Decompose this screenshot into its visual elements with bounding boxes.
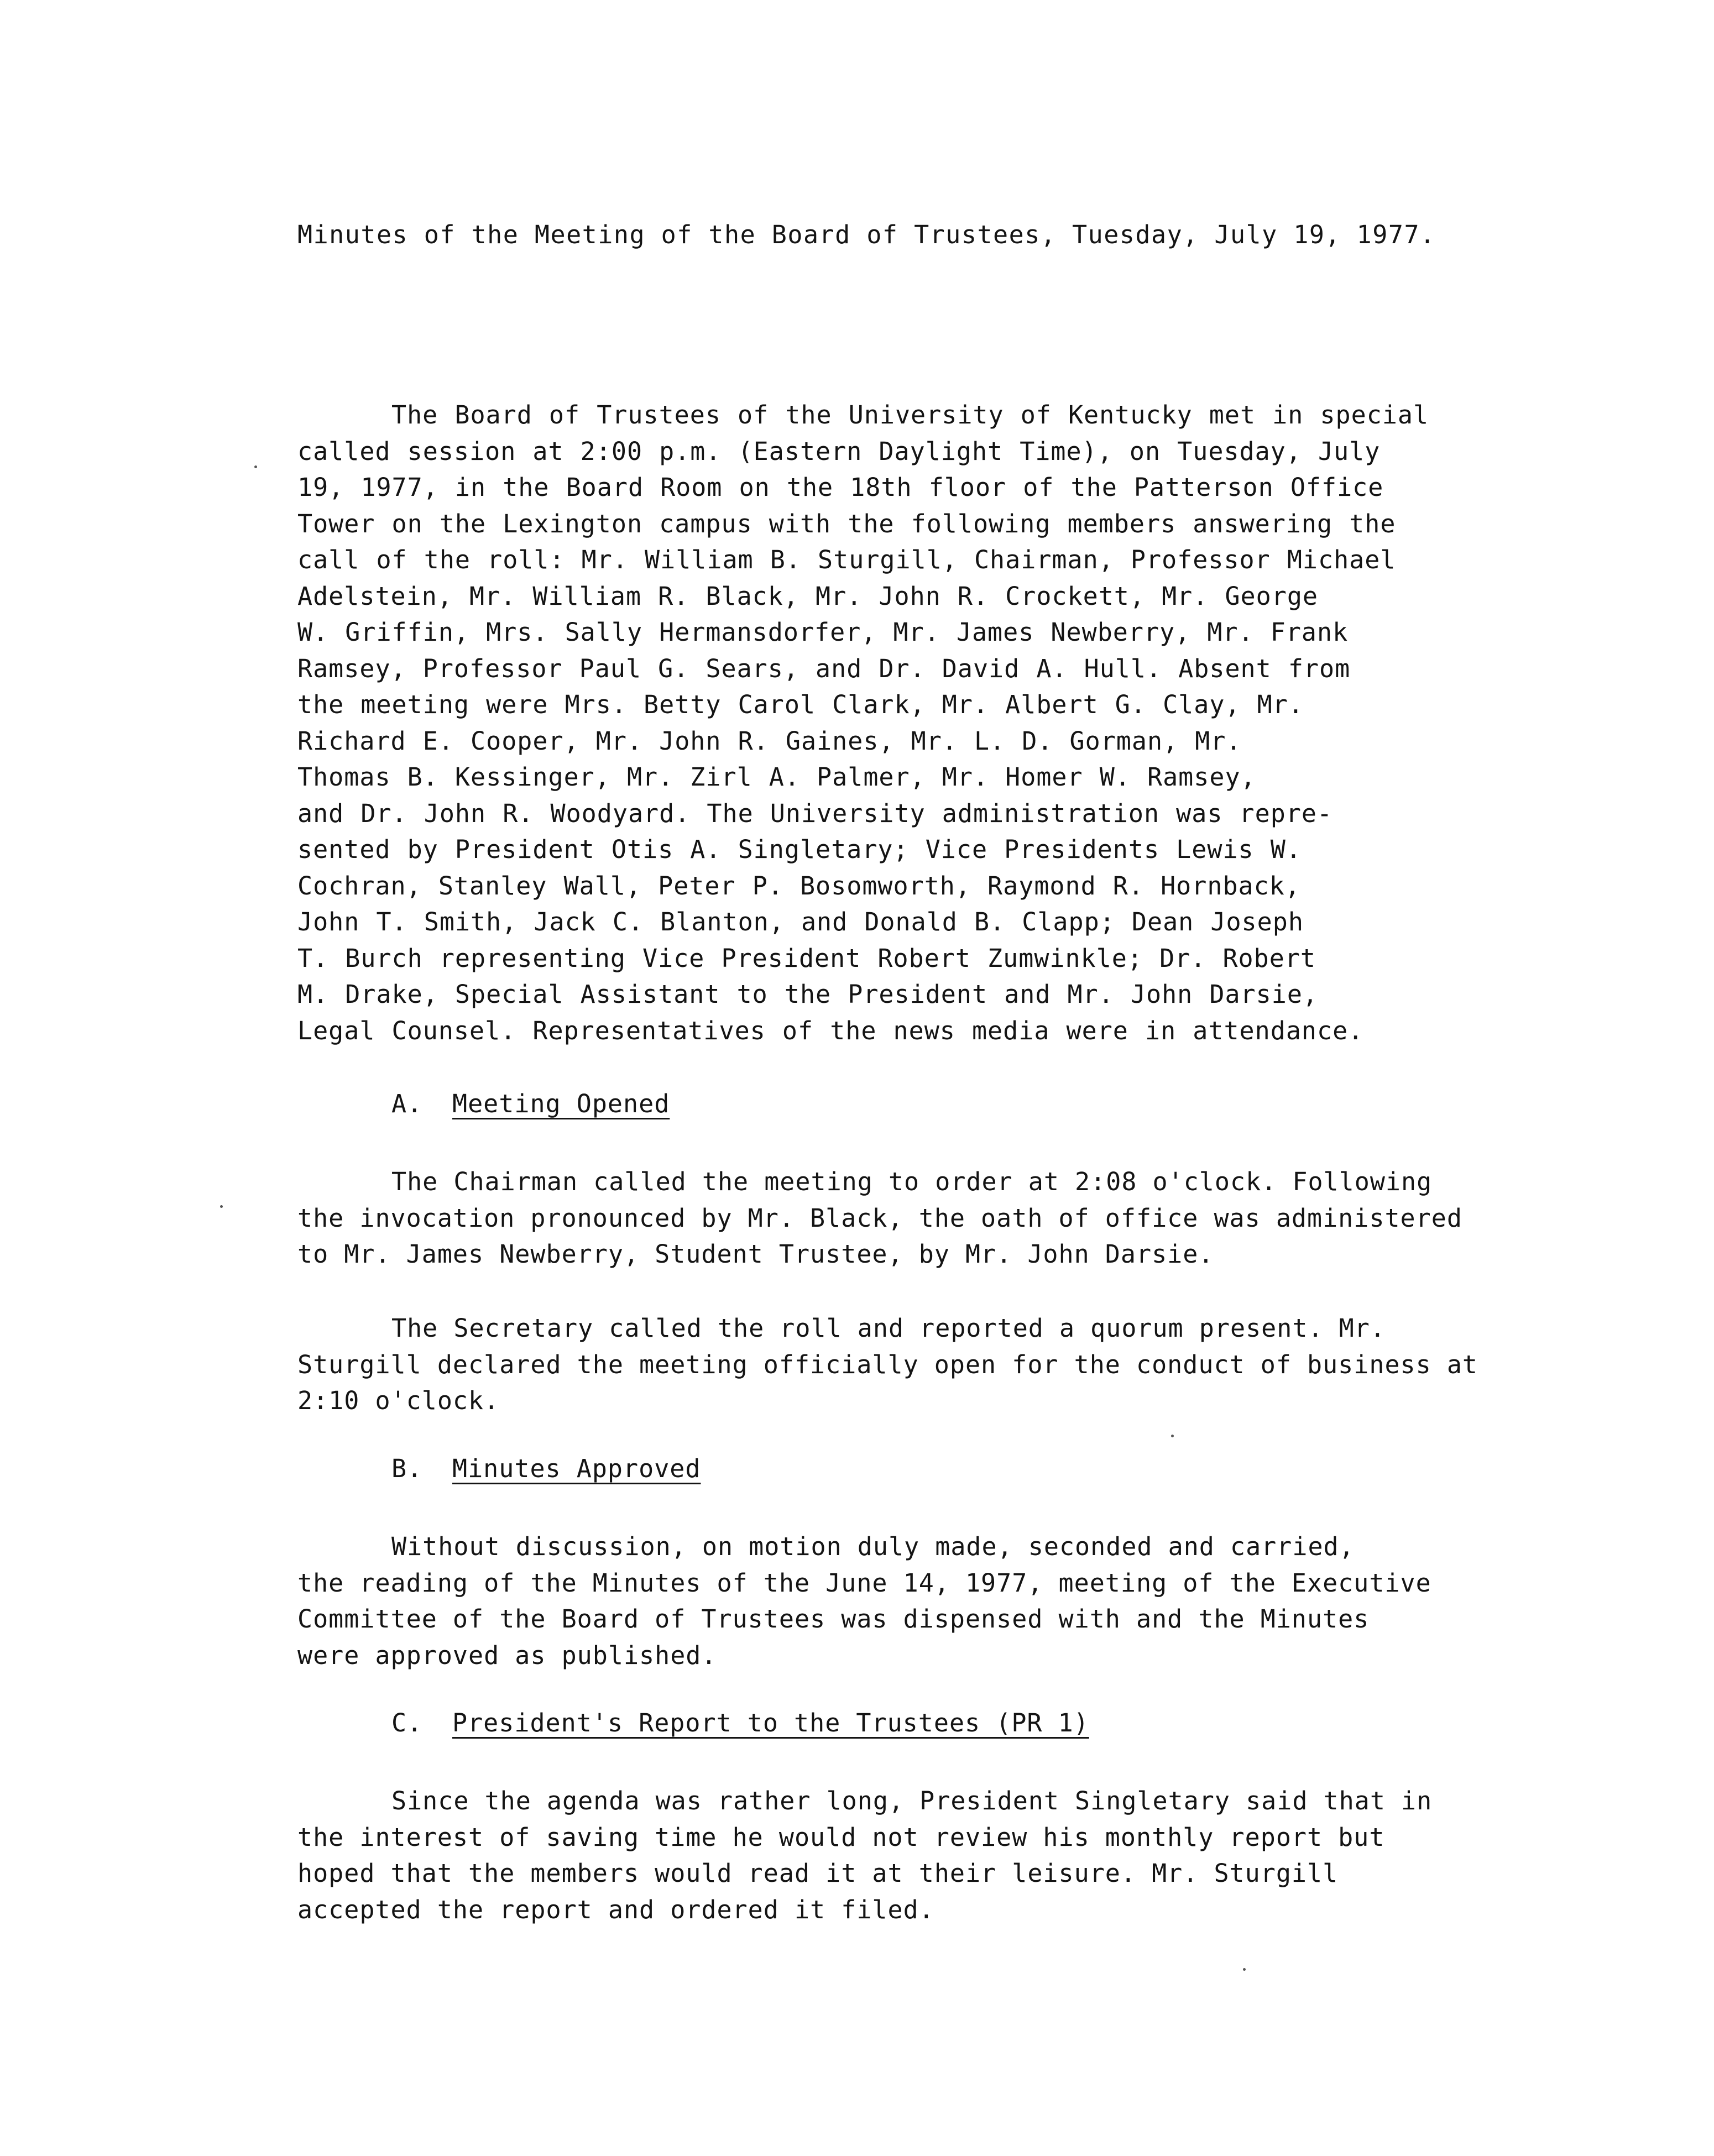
paragraph-line: Committee of the Board of Trustees was dispensed with and the Minutes (297, 1604, 1370, 1634)
paragraph-line: Thomas B. Kessinger, Mr. Zirl A. Palmer, Mr. Homer W. Ramsey, (297, 762, 1256, 792)
paragraph-line: Ramsey, Professor Paul G. Sears, and Dr. David A. Hull. Absent from (297, 653, 1351, 683)
scan-speck (1171, 1435, 1174, 1437)
section-c-paragraph (297, 1783, 1432, 1928)
paragraph-line: Without discussion, on motion duly made, seconded and carried, (391, 1532, 1355, 1561)
paragraph-line: Adelstein, Mr. William R. Black, Mr. John R. Crockett, Mr. George (297, 581, 1318, 611)
paragraph-line: the meeting were Mrs. Betty Carol Clark, Mr. Albert G. Clay, Mr. (297, 690, 1304, 719)
paragraph-line: and Dr. John R. Woodyard. The University administration was repre- (297, 798, 1333, 828)
scan-speck (1243, 1968, 1246, 1971)
section-b-heading (391, 1454, 701, 1483)
paragraph-line: were approved as published. (297, 1640, 717, 1670)
paragraph-line: Tower on the Lexington campus with the following members answering the (297, 509, 1396, 538)
paragraph-line: W. Griffin, Mrs. Sally Hermansdorfer, Mr. James Newberry, Mr. Frank (297, 618, 1349, 647)
paragraph-line: the invocation pronounced by Mr. Black, the oath of office was administered (297, 1203, 1462, 1233)
paragraph-line: 19, 1977, in the Board Room on the 18th floor of the Patterson Office (297, 473, 1384, 502)
paragraph-line: Sturgill declared the meeting officially open for the conduct of business at (297, 1349, 1478, 1379)
section-b-paragraph (297, 1529, 1431, 1673)
section-title: Minutes Approved (452, 1454, 701, 1483)
paragraph-line: call of the roll: Mr. William B. Sturgill, Chairman, Professor Michael (297, 545, 1396, 574)
section-title: Meeting Opened (452, 1089, 670, 1118)
page-title: Minutes of the Meeting of the Board of Trustees, Tuesday, July 19, 1977. (297, 220, 1436, 249)
section-letter: B. (391, 1454, 423, 1483)
section-c-heading (391, 1708, 1089, 1738)
paragraph-line: The Secretary called the roll and reported a quorum present. Mr. (391, 1314, 1386, 1343)
paragraph-line: to Mr. James Newberry, Student Trustee, by Mr. John Darsie. (297, 1239, 1214, 1269)
paragraph-line: Richard E. Cooper, Mr. John R. Gaines, Mr. L. D. Gorman, Mr. (297, 726, 1242, 756)
paragraph-line: sented by President Otis A. Singletary; Vice Presidents Lewis W. (297, 835, 1302, 864)
paragraph-line: Legal Counsel. Representatives of the news media were in attendance. (297, 1016, 1364, 1045)
paragraph-line: the interest of saving time he would not review his monthly report but (297, 1822, 1385, 1852)
section-letter: C. (391, 1708, 423, 1738)
paragraph-line: the reading of the Minutes of the June 14, 1977, meeting of the Executive (297, 1568, 1431, 1598)
intro-paragraph (297, 397, 1429, 1049)
paragraph-line: The Board of Trustees of the University of Kentucky met in special (391, 400, 1429, 430)
scan-speck (254, 465, 257, 468)
paragraph-line: M. Drake, Special Assistant to the President and Mr. John Darsie, (297, 980, 1318, 1009)
paragraph-line: accepted the report and ordered it filed. (297, 1895, 934, 1924)
section-letter: A. (391, 1089, 423, 1118)
section-a-paragraph-1 (297, 1164, 1462, 1273)
paragraph-line: called session at 2:00 p.m. (Eastern Daylight Time), on Tuesday, July (297, 436, 1381, 466)
scan-speck (220, 1205, 223, 1208)
paragraph-line: John T. Smith, Jack C. Blanton, and Donald B. Clapp; Dean Joseph (297, 907, 1304, 936)
paragraph-line: hoped that the members would read it at their leisure. Mr. Sturgill (297, 1859, 1339, 1888)
paragraph-line: T. Burch representing Vice President Robert Zumwinkle; Dr. Robert (297, 943, 1316, 973)
section-a-heading (391, 1089, 670, 1118)
section-a-paragraph-2 (297, 1310, 1478, 1419)
paragraph-line: Cochran, Stanley Wall, Peter P. Bosomworth, Raymond R. Hornback, (297, 871, 1300, 901)
section-title: President's Report to the Trustees (PR 1) (452, 1708, 1089, 1738)
paragraph-line: The Chairman called the meeting to order at 2:08 o'clock. Following (391, 1167, 1433, 1196)
paragraph-line: 2:10 o'clock. (297, 1386, 500, 1415)
paragraph-line: Since the agenda was rather long, President Singletary said that in (391, 1786, 1433, 1815)
